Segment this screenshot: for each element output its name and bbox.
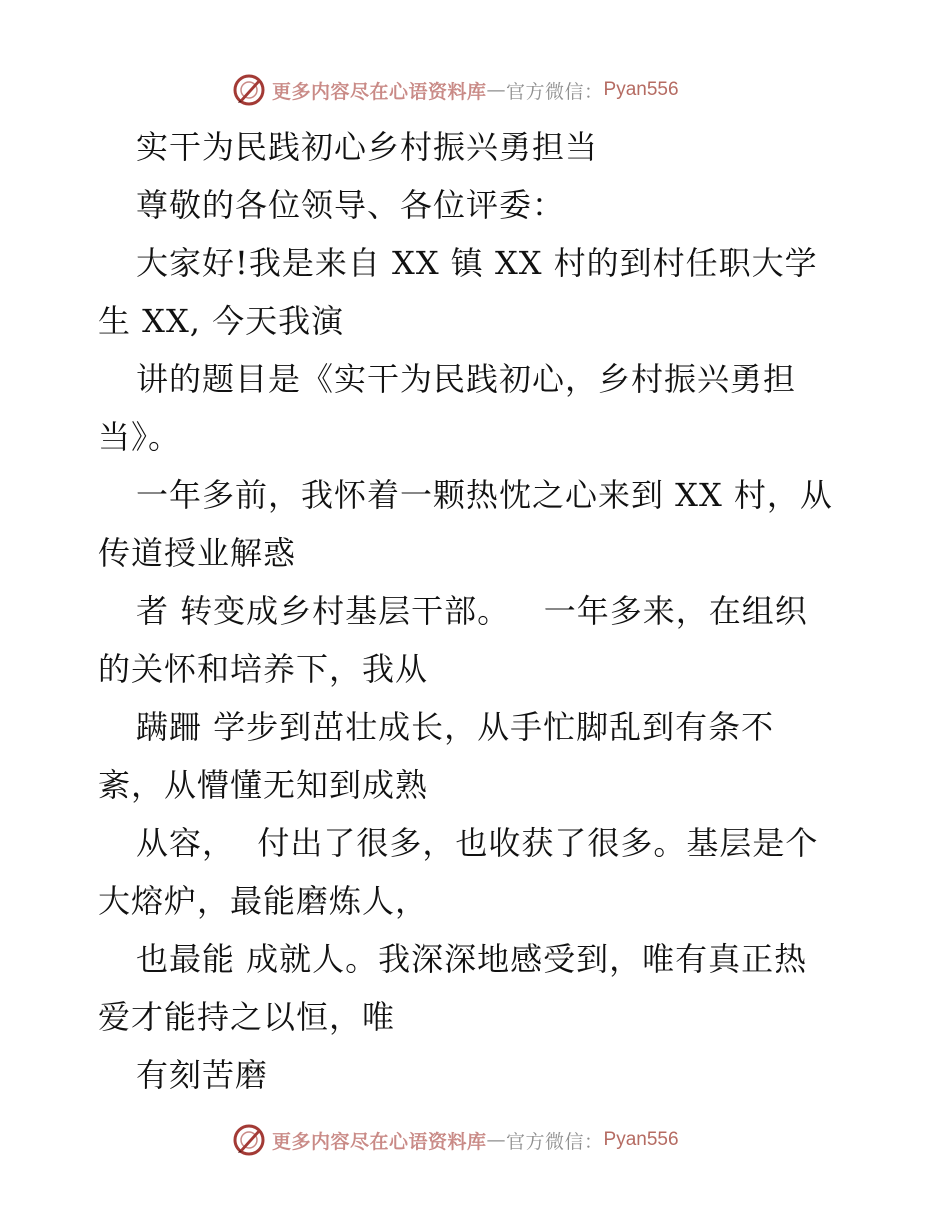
pen-logo-icon (232, 1123, 266, 1157)
text-line: 实干为民践初心乡村振兴勇担当 (136, 128, 599, 166)
text-line: 的关怀和培养下，我从 (98, 650, 429, 688)
text-line: 爱才能持之以恒，唯 (98, 998, 396, 1036)
text-line: 一年多前，我怀着一颗热忱之心来到 XX 村，从 (136, 476, 833, 514)
text-line: 有刻苦磨 (136, 1056, 269, 1094)
text-line: 从容， 付出了很多，也收获了很多。基层是个 (136, 824, 819, 862)
header-watermark (232, 70, 679, 110)
text-line: 大家好!我是来自 XX 镇 XX 村的到村任职大学 (136, 244, 818, 282)
text-line: 生 XX, 今天我演 (98, 302, 345, 340)
text-line: 紊，从懵懂无知到成熟 (98, 766, 429, 804)
text-line: 尊敬的各位领导、各位评委： (136, 186, 566, 224)
text-line: 当》。 (98, 418, 182, 456)
pen-logo-icon (232, 73, 266, 107)
text-line: 者 转变成乡村基层干部。 一年多来，在组织 (136, 592, 808, 630)
watermark-wechat-id: Pyan556 (603, 79, 679, 100)
watermark-dash: — (486, 1129, 507, 1151)
text-line: 大熔炉，最能磨炼人， (98, 882, 429, 920)
text-line: 也最能 成就人。我深深地感受到，唯有真正热 (136, 940, 808, 978)
text-line: 讲的题目是《实干为民践初心，乡村振兴勇担 (136, 360, 797, 398)
document-body (98, 118, 868, 1104)
watermark-site-text: 更多内容尽在心语资料库 (272, 1130, 487, 1153)
text-line: 传道授业解惑 (98, 534, 297, 572)
watermark-wechat-label: 官方微信： (506, 1130, 604, 1153)
watermark-wechat-id: Pyan556 (603, 1129, 679, 1150)
footer-watermark (232, 1120, 679, 1160)
watermark-wechat-label: 官方微信： (506, 80, 604, 103)
watermark-dash: — (486, 79, 507, 101)
watermark-site-text: 更多内容尽在心语资料库 (272, 80, 487, 103)
text-line: 蹒跚 学步到茁壮成长，从手忙脚乱到有条不 (136, 708, 775, 746)
